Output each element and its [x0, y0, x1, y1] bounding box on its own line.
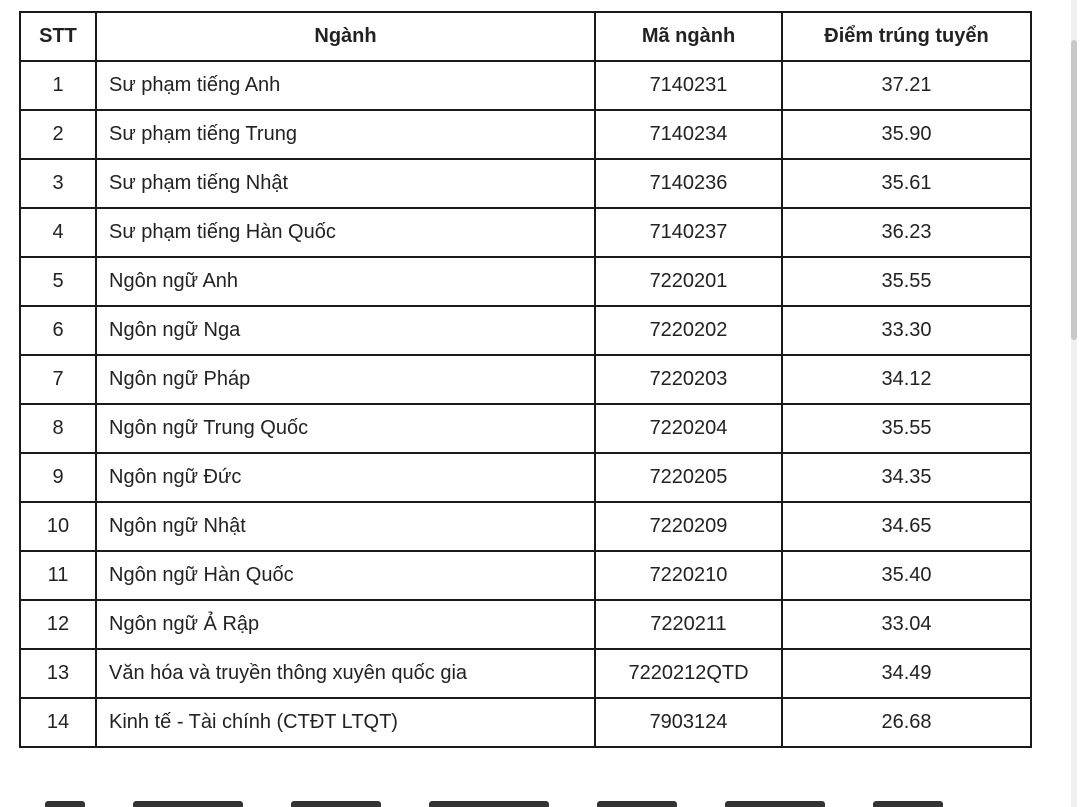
- cell-name: Sư phạm tiếng Nhật: [96, 159, 595, 208]
- cell-name: Ngôn ngữ Đức: [96, 453, 595, 502]
- cell-stt: 3: [20, 159, 96, 208]
- cell-score: 35.61: [782, 159, 1031, 208]
- vertical-scrollbar[interactable]: [1071, 0, 1077, 807]
- cell-score: 26.68: [782, 698, 1031, 747]
- cell-code: 7220209: [595, 502, 782, 551]
- cell-score: 35.55: [782, 404, 1031, 453]
- cell-score: 34.12: [782, 355, 1031, 404]
- cell-score: 37.21: [782, 61, 1031, 110]
- cell-code: 7140231: [595, 61, 782, 110]
- table-row: [20, 306, 1031, 355]
- cell-stt: 8: [20, 404, 96, 453]
- cell-stt: 4: [20, 208, 96, 257]
- cell-name: Sư phạm tiếng Anh: [96, 61, 595, 110]
- cell-stt: 11: [20, 551, 96, 600]
- cell-score: 35.90: [782, 110, 1031, 159]
- scrollbar-thumb[interactable]: [1071, 40, 1077, 340]
- cell-name: Sư phạm tiếng Trung: [96, 110, 595, 159]
- cell-code: 7140234: [595, 110, 782, 159]
- cell-name: Ngôn ngữ Anh: [96, 257, 595, 306]
- cell-score: 34.49: [782, 649, 1031, 698]
- table-row: [20, 551, 1031, 600]
- table-row: [20, 404, 1031, 453]
- cell-name: Ngôn ngữ Ả Rập: [96, 600, 595, 649]
- header-code: Mã ngành: [595, 12, 782, 61]
- cell-code: 7220202: [595, 306, 782, 355]
- cell-score: 36.23: [782, 208, 1031, 257]
- table-row: [20, 649, 1031, 698]
- cell-code: 7220205: [595, 453, 782, 502]
- table-row: [20, 159, 1031, 208]
- cell-stt: 14: [20, 698, 96, 747]
- cell-code: 7903124: [595, 698, 782, 747]
- cell-code: 7220212QTD: [595, 649, 782, 698]
- table-row: [20, 355, 1031, 404]
- header-stt: STT: [20, 12, 96, 61]
- cell-name: Kinh tế - Tài chính (CTĐT LTQT): [96, 698, 595, 747]
- table-row: [20, 698, 1031, 747]
- cell-code: 7220211: [595, 600, 782, 649]
- header-score: Điểm trúng tuyển: [782, 12, 1031, 61]
- cell-score: 33.30: [782, 306, 1031, 355]
- cell-score: 35.55: [782, 257, 1031, 306]
- cell-name: Sư phạm tiếng Hàn Quốc: [96, 208, 595, 257]
- cell-code: 7220210: [595, 551, 782, 600]
- cell-stt: 10: [20, 502, 96, 551]
- cell-score: 35.40: [782, 551, 1031, 600]
- admission-scores-table: [19, 11, 1032, 748]
- table-row: [20, 453, 1031, 502]
- header-name: Ngành: [96, 12, 595, 61]
- cell-code: 7140237: [595, 208, 782, 257]
- cell-name: Ngôn ngữ Nga: [96, 306, 595, 355]
- cell-stt: 12: [20, 600, 96, 649]
- table-row: [20, 110, 1031, 159]
- cell-stt: 13: [20, 649, 96, 698]
- table-row: [20, 208, 1031, 257]
- table-row: [20, 502, 1031, 551]
- cell-name: Ngôn ngữ Pháp: [96, 355, 595, 404]
- cell-name: Ngôn ngữ Nhật: [96, 502, 595, 551]
- cell-code: 7220204: [595, 404, 782, 453]
- table-header-row: [20, 12, 1031, 61]
- cell-score: 34.35: [782, 453, 1031, 502]
- cell-stt: 1: [20, 61, 96, 110]
- cell-stt: 5: [20, 257, 96, 306]
- cell-stt: 7: [20, 355, 96, 404]
- cell-name: Ngôn ngữ Trung Quốc: [96, 404, 595, 453]
- cell-name: Văn hóa và truyền thông xuyên quốc gia: [96, 649, 595, 698]
- cell-score: 34.65: [782, 502, 1031, 551]
- cell-stt: 9: [20, 453, 96, 502]
- cell-code: 7140236: [595, 159, 782, 208]
- cell-stt: 2: [20, 110, 96, 159]
- table-row: [20, 61, 1031, 110]
- cell-name: Ngôn ngữ Hàn Quốc: [96, 551, 595, 600]
- cell-code: 7220201: [595, 257, 782, 306]
- cell-score: 33.04: [782, 600, 1031, 649]
- table-row: [20, 257, 1031, 306]
- cell-stt: 6: [20, 306, 96, 355]
- cell-code: 7220203: [595, 355, 782, 404]
- table-row: [20, 600, 1031, 649]
- truncated-text-line: [45, 795, 995, 807]
